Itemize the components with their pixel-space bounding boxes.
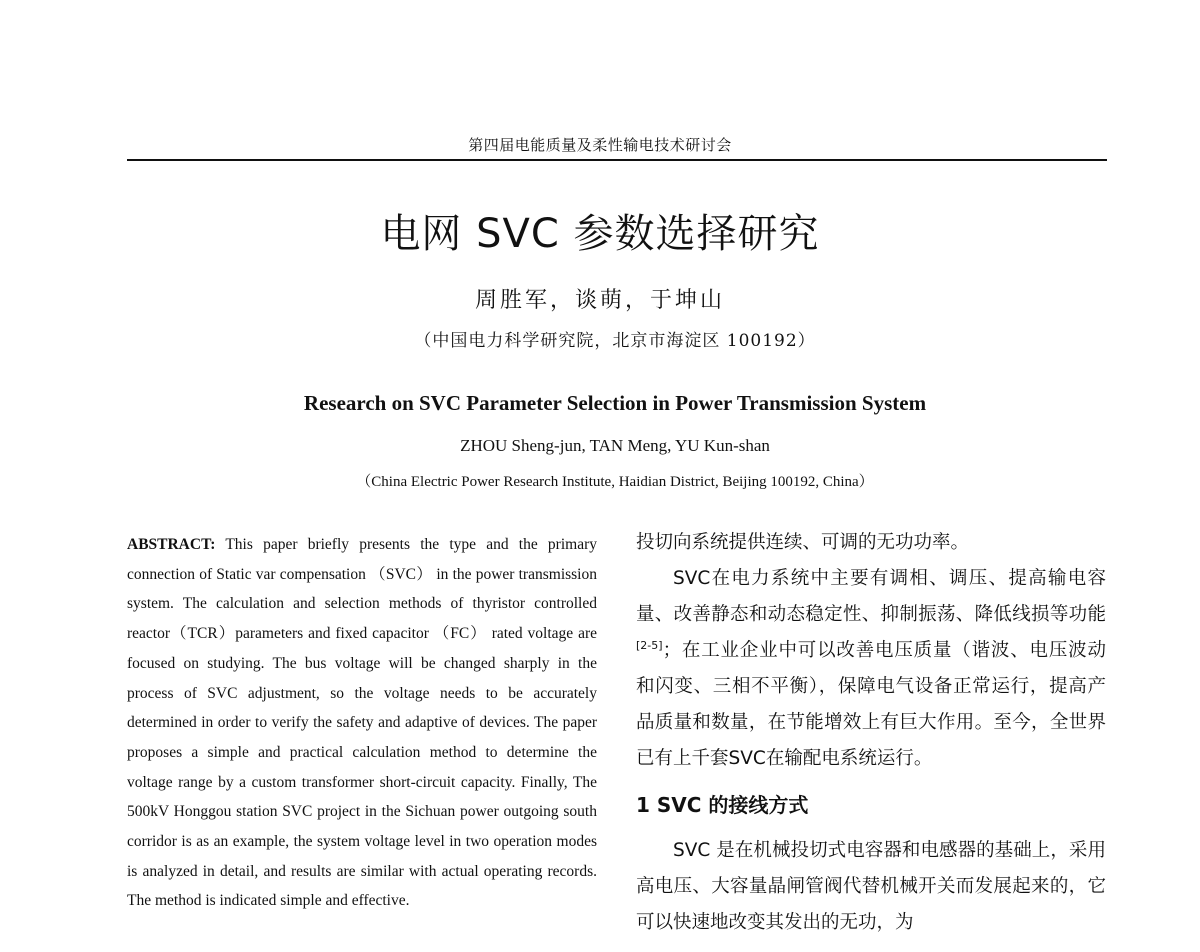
svc-functions-text-b: ；在工业企业中可以改善电压质量（谐波、电压波动和闪变、三相不平衡），保障电气设备正常运行，提高产品质量和数量，在节能增效上有巨大作用。至今，全世界已有上千套SVC在输配电系统运行。: [636, 640, 1106, 769]
header-divider: [127, 159, 1107, 161]
affiliation-english: （China Electric Power Research Institute, Haidian District, Beijing 100192, China）: [356, 474, 874, 490]
paragraph-svc-functions: [636, 561, 1106, 777]
body-column-right: [636, 525, 1106, 941]
conference-header: 第四届电能质量及柔性输电技术研讨会: [468, 136, 732, 154]
abstract-label: ABSTRACT:: [127, 536, 216, 553]
paragraph-continuation: 投切向系统提供连续、可调的无功功率。: [636, 532, 970, 553]
authors-chinese: 周胜军，谈萌，于坤山: [474, 288, 725, 313]
paper-title-chinese: 电网 SVC 参数选择研究: [380, 211, 820, 257]
abstract-text: This paper briefly presents the type and the primary connection of Static var compensation （SVC） in the power transmission system. The calculation and selection methods of thyristor controlled reactor（TCR）parameters and fixed capacitor （FC） rated voltage are focused on studying. The bus voltage will be changed sharply in the process of SVC adjustment, so the voltage needs to be accurately determined in order to verify the safety and adaptive of devices. The paper proposes a simple and practical calculation method to determine the voltage range by a custom transformer short-circuit capacity. Finally, The 500kV Honggou station SVC project in the Sichuan power outgoing south corridor is as an example, the system voltage level in two operation modes is analyzed in detail, and results are similar with actual operating records. The method is indicated simple and effective.: [127, 536, 597, 910]
svc-functions-text-a: SVC在电力系统中主要有调相、调压、提高输电容量、改善静态和动态稳定性、抑制振荡、降低线损等功能: [636, 568, 1106, 625]
affiliation-chinese: （中国电力科学研究院，北京市海淀区 100192）: [414, 331, 816, 351]
paragraph-svc-intro: SVC 是在机械投切式电容器和电感器的基础上，采用高电压、大容量晶闸管阀代替机械开关而发展起来的，它可以快速地改变其发出的无功，为: [636, 840, 1106, 933]
authors-english: ZHOU Sheng-jun, TAN Meng, YU Kun-shan: [460, 436, 770, 455]
section-heading: 1 SVC 的接线方式: [636, 793, 809, 817]
citation-ref: [2-5]: [636, 638, 663, 652]
abstract-column: [127, 530, 597, 916]
paper-title-english: Research on SVC Parameter Selection in Power Transmission System: [303, 391, 927, 415]
